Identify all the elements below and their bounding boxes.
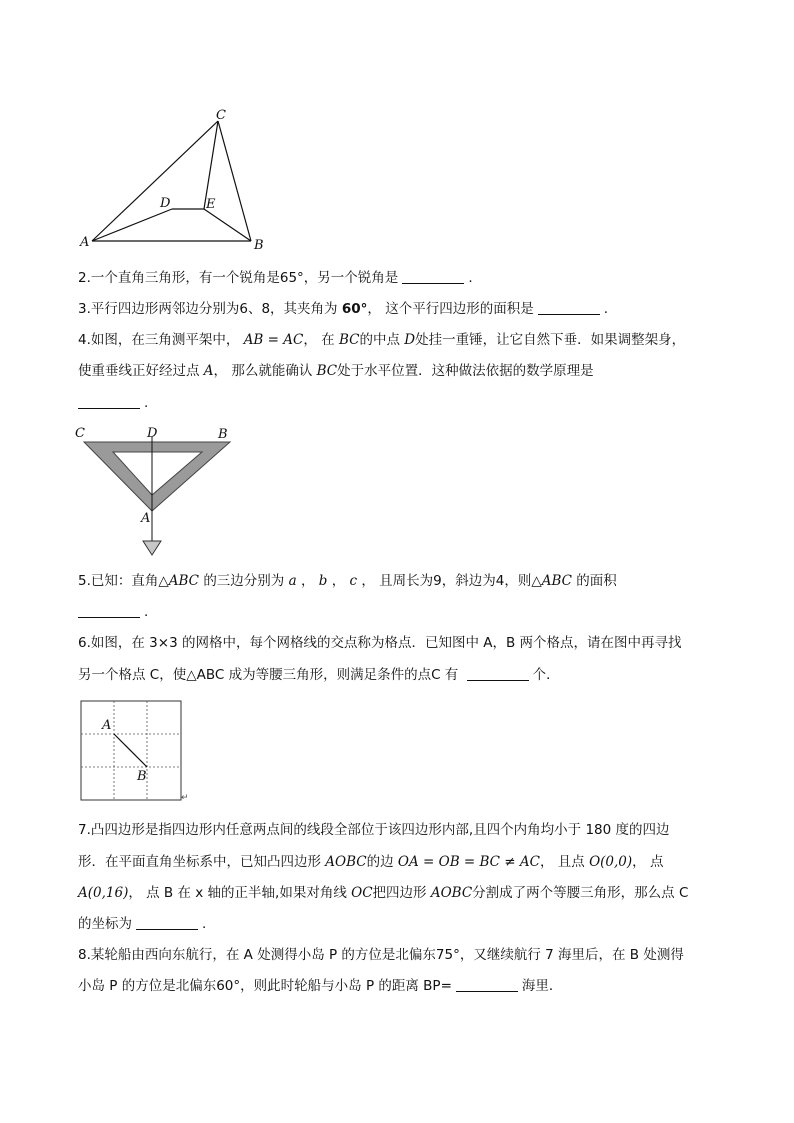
q7-oc: OC [351,885,373,901]
q2-answer-blank[interactable] [402,269,464,284]
question-3 [78,299,738,319]
figure-triangle-abc-de [78,105,278,255]
q5-p2: 的三边分别为 [203,573,285,589]
q4-p7: 处于水平位置．这种做法依据的数学原理是 [337,363,594,379]
q7-aobc: AOBC [325,854,367,870]
q4-bc: BC [338,332,360,348]
q7-p3: ， 且点 [540,854,585,870]
question-8-line-2 [78,976,738,996]
label-a: A [102,718,112,733]
grid-svg [80,700,195,805]
label-c: C [75,426,85,441]
question-7-line-4 [78,914,738,934]
q3-end: . [603,301,608,317]
q4-eq: AB = AC [243,332,304,348]
q5-abc: ABC [168,573,200,589]
q3-angle: 60° [341,301,368,317]
q7-end: . [202,916,207,932]
q4-p2: ， 在 [303,332,335,348]
q7-p2: 的边 [366,854,394,870]
label-b: B [254,238,264,253]
label-b: B [218,427,228,442]
q7-eq: OA = OB = BC ≠ AC [397,854,540,870]
figure-level-frame [70,425,250,560]
figure-grid [80,700,195,805]
question-4-line-3 [78,393,738,413]
q4-end: . [144,395,149,411]
q3-text2: ， 这个平行四边形的面积是 [367,301,534,317]
level-frame-svg [70,425,250,560]
q4-p4: 处挂一重锤，让它自然下垂．如果调整架身， [415,332,686,348]
q3-answer-blank[interactable] [538,300,600,315]
q4-p3: 的中点 [359,332,400,348]
label-b: B [137,769,147,784]
q7-o: O(0,0) [589,854,633,870]
segment-ac [92,121,218,241]
q7-line1: 7.凸四边形是指四边形内任意两点间的线段全部位于该四边形内部,且四个内角均小于 180 度的四边 [78,822,670,838]
q7-p5: ， 点 B 在 x 轴的正半轴,如果对角线 [128,885,347,901]
q4-bc2: BC [316,363,338,379]
q7-p8: 的坐标为 [78,916,132,932]
q4-a: A [203,363,214,379]
q4-p5: 使重垂线正好经过点 [78,363,200,379]
q6-line2: 另一个格点 C，使△ABC 成为等腰三角形，则满足条件的点C 有 [78,667,459,683]
q7-p1: 形．在平面直角坐标系中，已知凸四边形 [78,854,321,870]
q7-a: A(0,16) [78,885,129,901]
q5-comma-3: ， [361,573,375,589]
q5-answer-blank[interactable] [78,603,140,618]
q5-end: . [144,604,149,620]
segment-ab [114,734,147,767]
q5-p3: 且周长为9，斜边为4，则△ [379,573,542,589]
q4-d: D [404,332,416,348]
q5-comma-1: ， [300,573,315,589]
q5-comma-2: ， [331,573,346,589]
question-6-line-1 [78,633,738,653]
label-d: D [160,196,171,211]
question-8-line-1 [78,945,738,965]
triangle-abc-svg [78,105,278,255]
plumb-bob [143,541,161,555]
label-c: C [216,108,226,123]
question-2 [78,268,738,288]
q5-p4: 的面积 [576,573,617,589]
q8-end: 海里． [521,978,563,994]
label-d: D [147,426,158,441]
q6-answer-blank[interactable] [467,666,529,681]
q7-p7: 分割成了两个等腰三角形，那么点 C [472,885,689,901]
q3-text: 3.平行四边形两邻边分别为6、8，其夹角为 [78,301,338,317]
question-5-line-1 [78,571,738,591]
paragraph-mark: ↵ [181,793,189,803]
q5-c: c [349,573,358,589]
q5-a: a [288,573,297,589]
question-6-line-2 [78,665,738,685]
frame-body [84,442,230,511]
question-7-line-3 [78,883,738,903]
q8-answer-blank[interactable] [456,977,518,992]
label-a: A [141,511,151,526]
q2-end: . [468,270,473,286]
q5-abc2: ABC [541,573,572,589]
q7-answer-blank[interactable] [136,915,198,930]
q8-line2: 小岛 P 的方位是北偏东60°，则此时轮船与小岛 P 的距离 BP= [78,978,452,994]
q7-p4: ， 点 [632,854,664,870]
q4-p6: ， 那么就能确认 [213,363,313,379]
question-4-line-1 [78,330,738,350]
q6-end: 个． [532,667,560,683]
label-a: A [80,235,90,250]
label-e: E [206,197,216,212]
q7-aobc2: AOBC [430,885,473,901]
q4-answer-blank[interactable] [78,394,140,409]
q8-line1: 8.某轮船由西向东航行，在 A 处测得小岛 P 的方位是北偏东75°，又继续航行 7 海里后，在 B 处测得 [78,947,684,963]
question-5-line-2 [78,602,738,622]
question-4-line-2 [78,361,738,381]
segment-cb [218,121,251,241]
q7-p6: 把四边形 [372,885,427,901]
segment-ec [204,121,218,209]
q2-text: 2.一个直角三角形，有一个锐角是65°，另一个锐角是 [78,270,399,286]
q4-p1: 4.如图，在三角测平架中， [78,332,240,348]
question-7-line-2 [78,852,738,872]
segment-ad [92,209,172,241]
q5-b: b [318,573,328,589]
q6-line1: 6.如图，在 3×3 的网格中，每个网格线的交点称为格点．已知图中 A，B 两个格点，请在图中再寻找 [78,635,682,651]
q5-p1: 5.已知：直角△ [78,573,169,589]
question-7-line-1 [78,820,738,840]
